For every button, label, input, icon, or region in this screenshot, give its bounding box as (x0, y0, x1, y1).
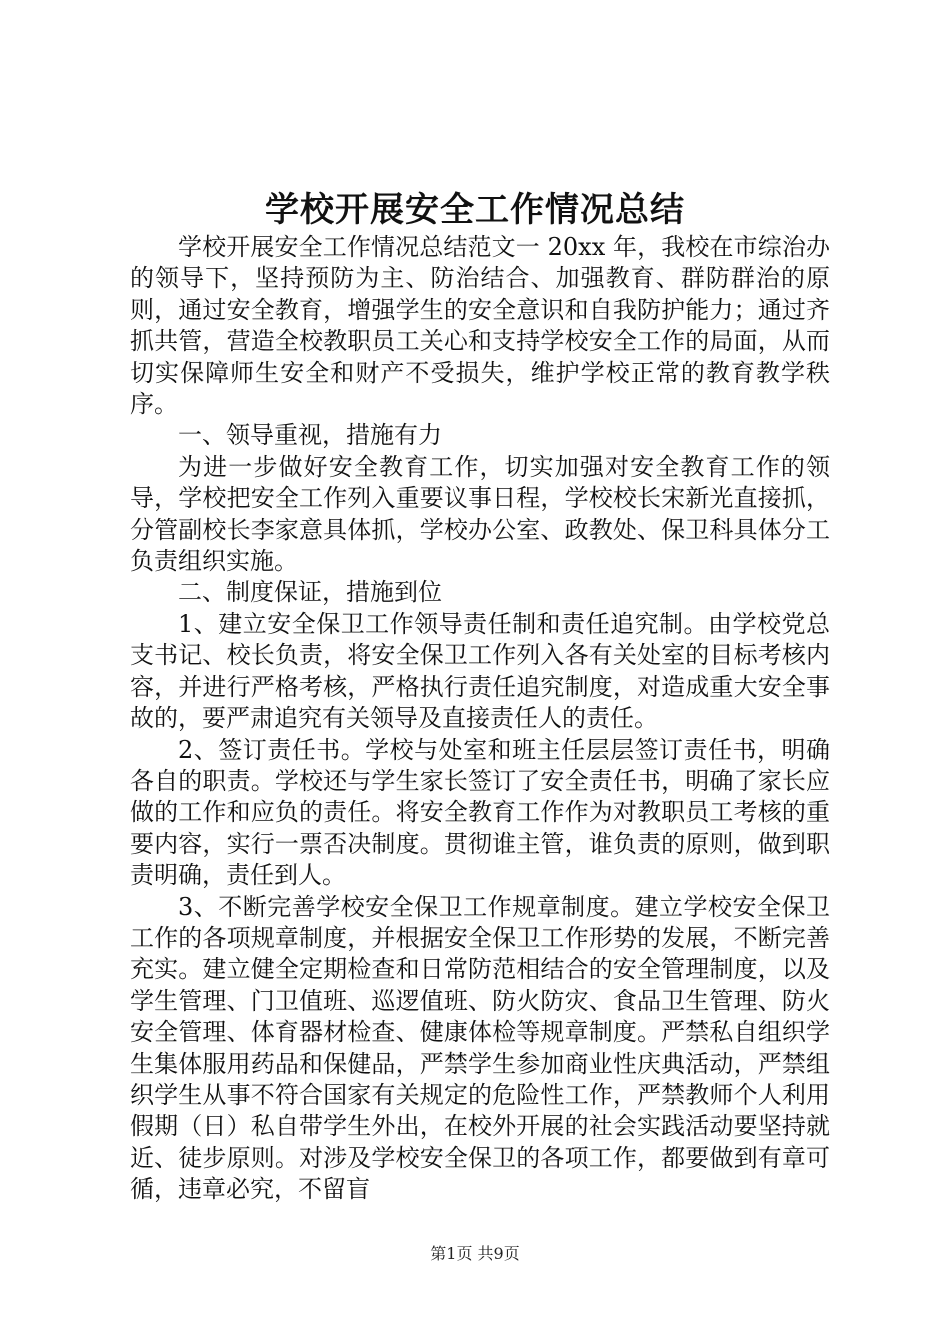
section-heading-1: 一、领导重视，措施有力 (178, 421, 442, 450)
paragraph-item-3: 3、不断完善学校安全保卫工作规章制度。建立学校安全保卫工作的各项规章制度，并根据安全保卫工作形势的发展，不断完善充实。建立健全定期检查和日常防范相结合的安全管理制度，以及学生管理、门卫值班、巡逻值班、防火防灾、食品卫生管理、防火安全管理、体育器材检查、健康体检等规章制度。严禁私自组织学生集体服用药品和保健品，严禁学生参加商业性庆典活动，严禁组织学生从事不符合国家有关规定的危险性工作，严禁教师个人利用假期（日）私自带学生外出，在校外开展的社会实践活动要坚持就近、徒步原则。对涉及学校安全保卫的各项工作，都要做到有章可循，违章必究，不留盲 (130, 892, 830, 1204)
paragraph-item-1: 1、建立安全保卫工作领导责任制和责任追究制。由学校党总支书记、校长负责，将安全保卫工作列入各有关处室的目标考核内容，并进行严格考核，严格执行责任追究制度，对造成重大安全事故的，要严肃追究有关领导及直接责任人的责任。 (130, 609, 830, 733)
document-body (130, 232, 830, 1206)
document-title: 学校开展安全工作情况总结 (265, 190, 685, 230)
page-footer: 第1页 共9页 (430, 1244, 520, 1263)
paragraph-leadership: 为进一步做好安全教育工作，切实加强对安全教育工作的领导，学校把安全工作列入重要议事日程，学校校长宋新光直接抓，分管副校长李家意具体抓，学校办公室、政教处、保卫科具体分工负责组织实施。 (130, 452, 830, 576)
section-heading-2: 二、制度保证，措施到位 (178, 578, 442, 607)
paragraph-intro: 学校开展安全工作情况总结范文一 20xx 年，我校在市综治办的领导下，坚持预防为主、防治结合、加强教育、群防群治的原则，通过安全教育，增强学生的安全意识和自我防护能力；通过齐抓共管，营造全校教职员工关心和支持学校安全工作的局面，从而切实保障师生安全和财产不受损失，维护学校正常的教育教学秩序。 (130, 233, 830, 419)
paragraph-item-2: 2、签订责任书。学校与处室和班主任层层签订责任书，明确各自的职责。学校还与学生家长签订了安全责任书，明确了家长应做的工作和应负的责任。将安全教育工作作为对教职员工考核的重要内容，实行一票否决制度。贯彻谁主管，谁负责的原则，做到职责明确，责任到人。 (130, 735, 830, 890)
